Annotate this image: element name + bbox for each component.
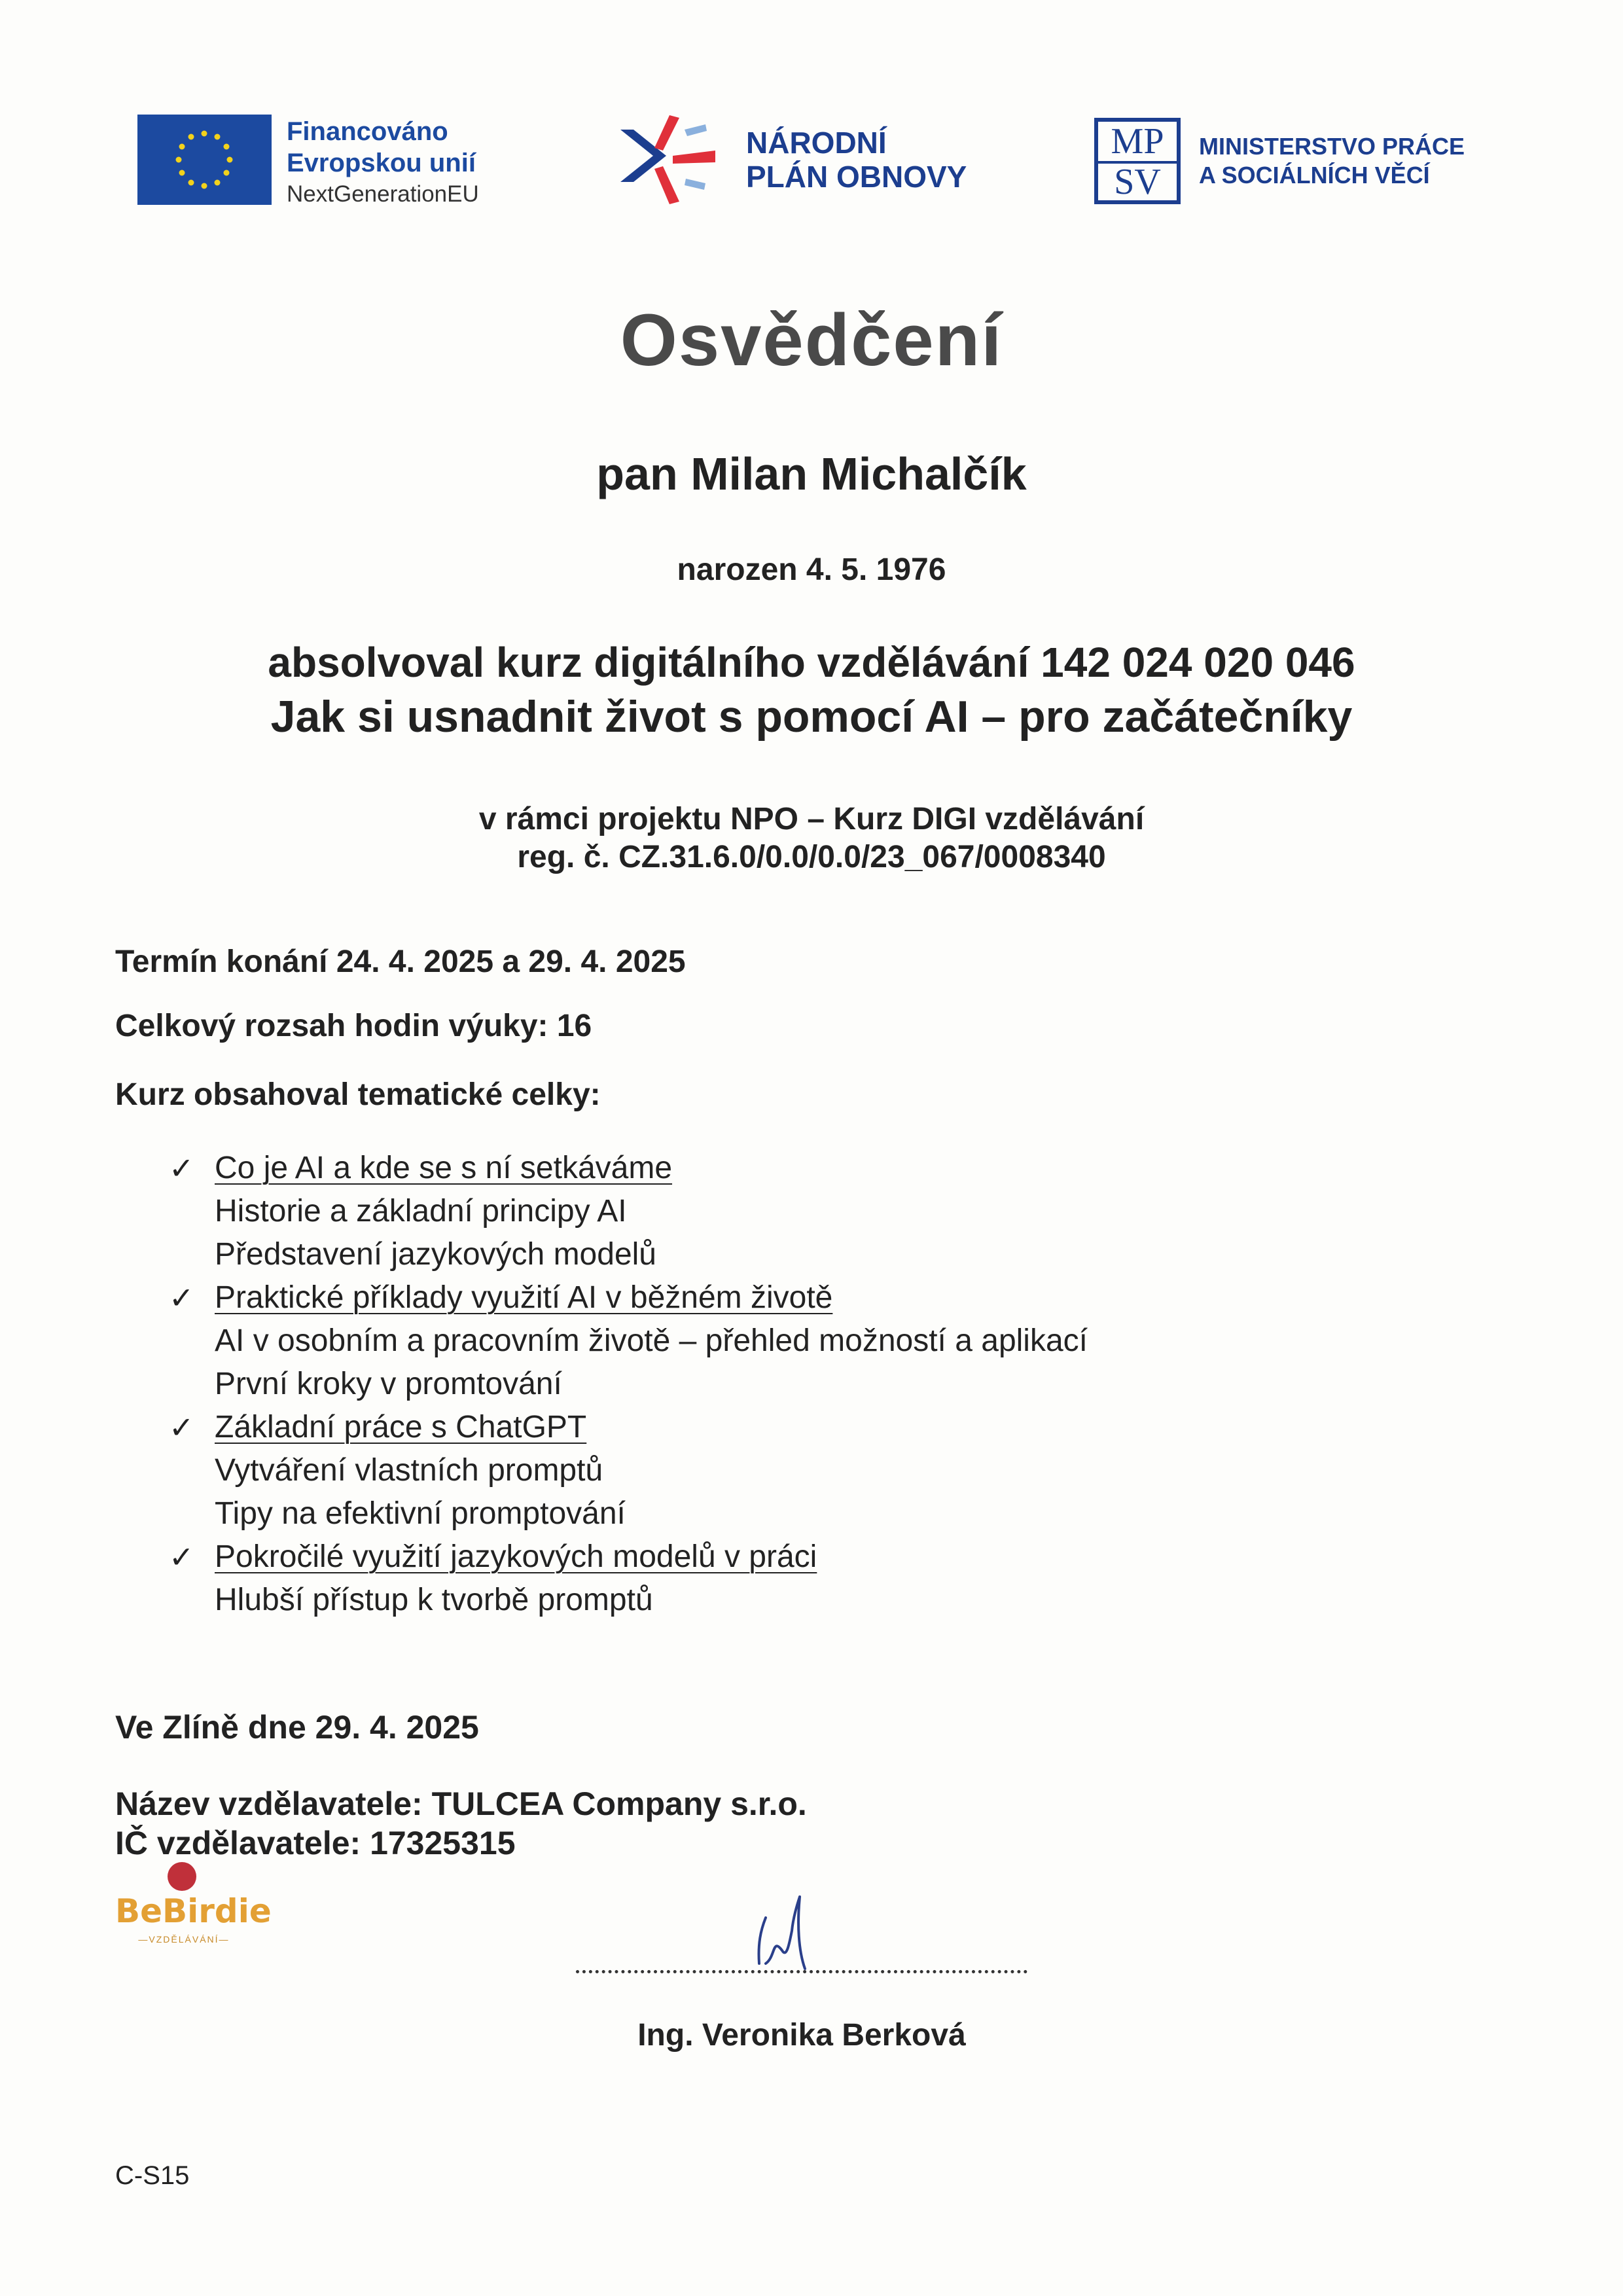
check-icon: ✓ (169, 1151, 194, 1186)
eu-line-3: NextGenerationEU (287, 181, 479, 207)
check-icon: ✓ (169, 1539, 194, 1575)
provider-name: Název vzdělavatele: TULCEA Company s.r.o. (115, 1785, 807, 1822)
course-hours: Celkový rozsah hodin výuky: 16 (115, 1009, 592, 1043)
project-line: v rámci projektu NPO – Kurz DIGI vzdělávání (478, 802, 1145, 836)
birth-date: narozen 4. 5. 1976 (677, 552, 946, 587)
place-and-date: Ve Zlíně dne 29. 4. 2025 (115, 1709, 479, 1746)
eu-flag-icon (137, 115, 272, 205)
npo-line-1: NÁRODNÍ (746, 126, 887, 160)
certificate-title: Osvědčení (620, 299, 1003, 381)
eu-line-2: Evropskou unií (287, 149, 476, 177)
bebirdie-name: BeBirdie (115, 1892, 272, 1930)
course-line: absolvoval kurz digitálního vzdělávání 142 024 020 046 (268, 639, 1355, 686)
topic-subitem: Vytváření vlastních promptů (215, 1453, 603, 1488)
mpsv-mark-top: MP (1111, 121, 1164, 162)
signature-line (576, 1970, 1027, 1973)
npo-logo (607, 110, 1013, 208)
signature-icon (746, 1892, 838, 1983)
topic-subitem: První kroky v promtování (215, 1367, 562, 1401)
provider-id: IČ vzdělavatele: 17325315 (115, 1825, 516, 1861)
document-code: C-S15 (115, 2161, 190, 2190)
topics-list (169, 1147, 1412, 1622)
eu-line-1: Financováno (287, 117, 448, 146)
topic-subitem: Historie a základní principy AI (215, 1194, 627, 1229)
check-icon: ✓ (169, 1410, 194, 1445)
topics-heading: Kurz obsahoval tematické celky: (115, 1077, 601, 1112)
topic-title: Pokročilé využití jazykových modelů v práci (215, 1539, 817, 1574)
topic-title: Praktické příklady využití AI v běžném životě (215, 1280, 833, 1315)
course-name: Jak si usnadnit život s pomocí AI – pro začátečníky (270, 692, 1353, 742)
mpsv-line-1: MINISTERSTVO PRÁCE (1199, 133, 1465, 160)
bebirdie-logo (115, 1862, 272, 1960)
bird-icon (168, 1862, 196, 1891)
mpsv-logo (1094, 118, 1500, 209)
recipient-name: pan Milan Michalčík (596, 448, 1027, 499)
topic-subitem: Představení jazykových modelů (215, 1237, 656, 1272)
provider-block (115, 1784, 807, 1863)
registration-number: reg. č. CZ.31.6.0/0.0/0.0/23_067/0008340 (517, 840, 1106, 874)
mpsv-line-2: A SOCIÁLNÍCH VĚCÍ (1199, 162, 1430, 188)
topic-title: Co je AI a kde se s ní setkáváme (215, 1151, 673, 1185)
signer-name: Ing. Veronika Berková (637, 2018, 966, 2053)
topic-item (169, 1406, 1412, 1449)
mpsv-mark-bottom: SV (1098, 161, 1177, 200)
topic-item (169, 1147, 1412, 1190)
topic-title: Základní práce s ChatGPT (215, 1410, 587, 1444)
npo-arrows-icon (607, 110, 719, 208)
topic-item (169, 1535, 1412, 1579)
eu-funding-logo (137, 115, 504, 206)
topic-item (169, 1276, 1412, 1319)
bebirdie-sub: —VZDĚLÁVÁNÍ— (138, 1934, 230, 1945)
mpsv-mark-icon (1094, 118, 1181, 204)
npo-line-2: PLÁN OBNOVY (746, 160, 967, 194)
topic-subitem: Tipy na efektivní promptování (215, 1496, 626, 1531)
topic-subitem: Hlubší přístup k tvorbě promptů (215, 1583, 653, 1617)
check-icon: ✓ (169, 1280, 194, 1316)
course-term: Termín konání 24. 4. 2025 a 29. 4. 2025 (115, 944, 686, 979)
topic-subitem: AI v osobním a pracovním životě – přehled možností a aplikací (215, 1323, 1088, 1358)
